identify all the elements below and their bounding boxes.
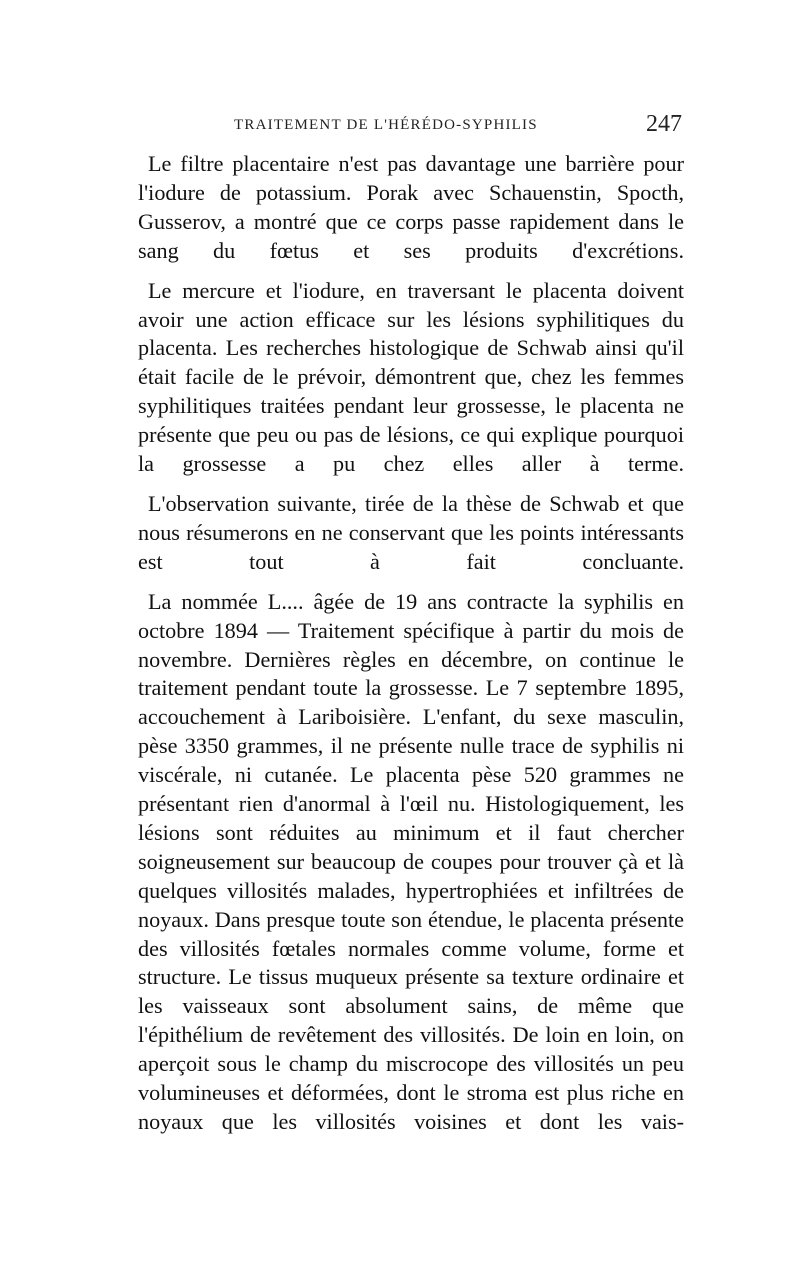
running-title: TRAITEMENT DE L'HÉRÉDO-SYPHILIS (234, 117, 538, 133)
page-number: 247 (646, 111, 682, 137)
paragraph-2: Le mercure et l'iodure, en traversant le placenta doivent avoir une action efficace sur les lésions syphilitiques du placenta. Les recherches histologique de Schwab ainsi qu'il était facile de le prévoir, démontrent que, chez les femmes syphilitiques traitées pendant leur grossesse, le placenta ne présente que peu ou pas de lésions, ce qui explique pourquoi la grossesse a pu chez elles aller à terme. (138, 277, 684, 477)
paragraph-4: La nommée L.... âgée de 19 ans contracte la syphilis en octobre 1894 — Traitement spécifique à partir du mois de novembre. Dernières règles en décembre, on continue le traitement pendant toute la grossesse. Le 7 septembre 1895, accouchement à Lariboisière. L'enfant, du sexe masculin, pèse 3350 grammes, il ne présente nulle trace de syphilis ni viscérale, ni cutanée. Le placenta pèse 520 grammes ne présentant rien d'anormal à l'œil nu. Histologiquement, les lésions sont réduites au minimum et il faut chercher soigneusement sur beaucoup de coupes pour trouver çà et là quelques villosités malades, hypertrophiées et infiltrées de noyaux. Dans presque toute son étendue, le placenta présente des villosités fœtales normales comme volume, forme et structure. Le tissus muqueux présente sa texture ordinaire et les vaisseaux sont absolument sains, de même que l'épithélium de revêtement des villosités. De loin en loin, on aperçoit sous le champ du miscrocope des villosités un peu volumineuses et déformées, dont le stroma est plus riche en noyaux que les villosités voisines et dont les vais- (138, 588, 684, 1134)
paragraph-1: Le filtre placentaire n'est pas davantage une barrière pour l'iodure de potassium. Porak avec Schauenstin, Spocth, Gusserov, a montré que ce corps passe rapidement dans le sang du fœtus et ses produits d'excrétions. (138, 151, 684, 263)
running-header (138, 111, 690, 141)
body-text (138, 150, 684, 1148)
paragraph-3: L'observation suivante, tirée de la thèse de Schwab et que nous résumerons en ne conservant que les points intéressants est tout à fait concluante. (138, 490, 684, 574)
